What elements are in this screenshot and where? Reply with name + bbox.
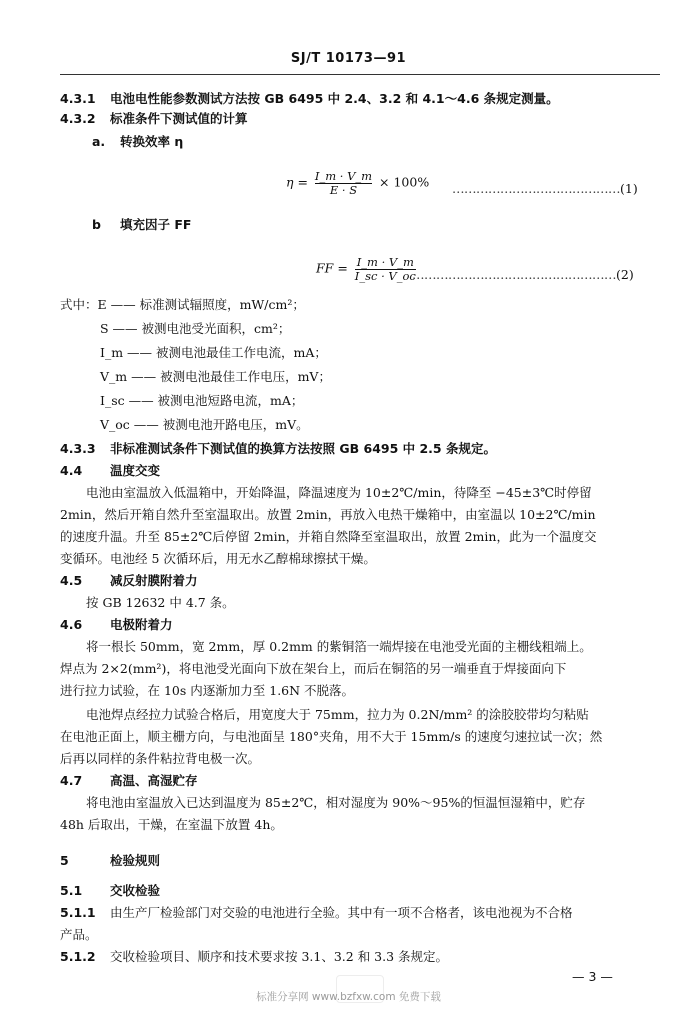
section-number: 5 (60, 853, 69, 868)
page-number: — 3 — (572, 969, 613, 984)
fraction-denominator: E · S (329, 182, 358, 197)
formula-1-ref (452, 180, 638, 198)
clause-4-4 (60, 462, 160, 480)
fraction-denominator: I_sc · V_oc (354, 268, 416, 283)
paragraph-line: 焊点为 2×2(mm²)，将电池受光面向下放在架台上，而后在铜箔的另一端垂直于焊接面向下 (60, 661, 567, 676)
clause-number: 5.1 (60, 883, 83, 898)
clause-title: 高温、高湿贮存 (110, 773, 198, 788)
clause-4-3-3 (60, 440, 496, 458)
clause-4-6 (60, 616, 173, 634)
clause-4-3-2 (60, 110, 248, 128)
where-line: I_sc —— 被测电池短路电流，mA； (100, 393, 304, 408)
clause-4-7 (60, 772, 198, 790)
formula-lhs: FF = (316, 260, 348, 276)
where-line: S —— 被测电池受光面积，cm²； (100, 321, 291, 336)
clause-number: 4.3.1 (60, 91, 96, 106)
clause-title: 电极附着力 (110, 617, 173, 632)
clause-number: 5.1.1 (60, 905, 96, 920)
item-text: 填充因子 FF (120, 217, 192, 232)
item-label: a. (92, 134, 106, 149)
clause-title: 温度交变 (110, 463, 161, 478)
paragraph-line: 按 GB 12632 中 4.7 条。 (86, 595, 235, 610)
watermark-text: 标准分享网 www.bzfxw.com 免费下载 (256, 991, 441, 1003)
paragraph-line: 电池由室温放入低温箱中，开始降温，降温速度为 10±2℃/min，待降至 −45±3℃时停留 (86, 485, 592, 500)
paragraph-line: 产品。 (60, 927, 98, 942)
where-line: V_m —— 被测电池最佳工作电压，mV； (100, 369, 331, 384)
paragraph-line: 的速度升温。升至 85±2℃后停留 2min，并箱自然降至室温取出，放置 2min，此为一个温度交 (60, 529, 597, 544)
clause-number: 4.7 (60, 773, 83, 788)
paragraph-line: 电池焊点经拉力试验合格后，用宽度大于 75mm，拉力为 0.2N/mm² 的涂胶胶带均匀粘贴 (86, 707, 589, 722)
item-a (92, 133, 183, 151)
clause-text: 电池电性能参数测试方法按 GB 6495 中 2.4、3.2 和 4.1～4.6 条规定测量。 (110, 91, 559, 106)
paragraph-line: 将电池由室温放入已达到温度为 85±2℃，相对湿度为 90%～95%的恒温恒湿箱中，贮存 (86, 795, 586, 810)
paragraph-line: 将一根长 50mm，宽 2mm，厚 0.2mm 的紫铜箔一端焊接在电池受光面的主栅线粗端上。 (86, 639, 592, 654)
header-rule (60, 74, 660, 75)
clause-text: 交收检验项目、顺序和技术要求按 3.1、3.2 和 3.3 条规定。 (110, 949, 449, 964)
standard-header: SJ/T 10173—91 (290, 51, 407, 66)
clause-5-1-1 (60, 904, 573, 922)
clause-number: 4.5 (60, 573, 83, 588)
clause-number: 4.3.2 (60, 111, 96, 126)
clause-title: 标准条件下测试值的计算 (110, 111, 248, 126)
where-line: V_oc —— 被测电池开路电压，mV。 (100, 417, 309, 432)
clause-text: 由生产厂检验部门对交验的电池进行全验。其中有一项不合格者，该电池视为不合格 (110, 905, 573, 920)
item-b (92, 216, 191, 234)
section-5 (60, 852, 160, 870)
paragraph-line: 48h 后取出，干燥，在室温下放置 4h。 (60, 817, 283, 832)
paragraph-line: 后再以同样的条件粘拉背电极一次。 (60, 751, 261, 766)
fraction-numerator: I_m · V_m (314, 169, 373, 183)
where-line: 式中：E —— 标准测试辐照度，mW/cm²； (60, 297, 305, 312)
formula-fraction (355, 256, 416, 282)
clause-5-1 (60, 882, 160, 900)
formula-fraction (315, 170, 372, 196)
clause-4-3-1 (60, 90, 559, 108)
item-text: 转换效率 η (120, 134, 184, 149)
formula-lhs: η = (286, 174, 308, 190)
clause-number: 4.4 (60, 463, 83, 478)
paragraph-line: 2min，然后开箱自然升至室温取出。放置 2min，再放入电热干燥箱中，由室温以 10±2℃/min (60, 507, 596, 522)
where-line: I_m —— 被测电池最佳工作电流，mA； (100, 345, 327, 360)
clause-5-1-2 (60, 948, 448, 966)
paragraph-line: 变循环。电池经 5 次循环后，用无水乙醇棉球擦拭干燥。 (60, 551, 376, 566)
paragraph-line: 在电池正面上，顺主栅方向，与电池面呈 180°夹角，用不大于 15mm/s 的速度匀速拉试一次；然 (60, 729, 603, 744)
equation-tag: (1) (620, 181, 638, 196)
leader-dots: …………………………………………… (412, 267, 616, 282)
formula-2 (316, 256, 419, 282)
fraction-numerator: I_m · V_m (356, 255, 414, 269)
clause-number: 5.1.2 (60, 949, 96, 964)
clause-number: 4.6 (60, 617, 83, 632)
clause-text: 非标准测试条件下测试值的换算方法按照 GB 6495 中 2.5 条规定。 (110, 441, 496, 456)
formula-1 (286, 170, 429, 196)
equation-tag: (2) (616, 267, 634, 282)
clause-4-5 (60, 572, 198, 590)
item-label: b (92, 217, 101, 232)
section-title: 检验规则 (110, 853, 161, 868)
leader-dots: …………………………………… (452, 181, 620, 196)
formula-2-ref (412, 266, 634, 284)
clause-number: 4.3.3 (60, 441, 96, 456)
clause-title: 减反射膜附着力 (110, 573, 198, 588)
formula-tail: × 100% (379, 174, 430, 190)
clause-title: 交收检验 (110, 883, 161, 898)
paragraph-line: 进行拉力试验，在 10s 内逐渐加力至 1.6N 不脱落。 (60, 683, 355, 698)
